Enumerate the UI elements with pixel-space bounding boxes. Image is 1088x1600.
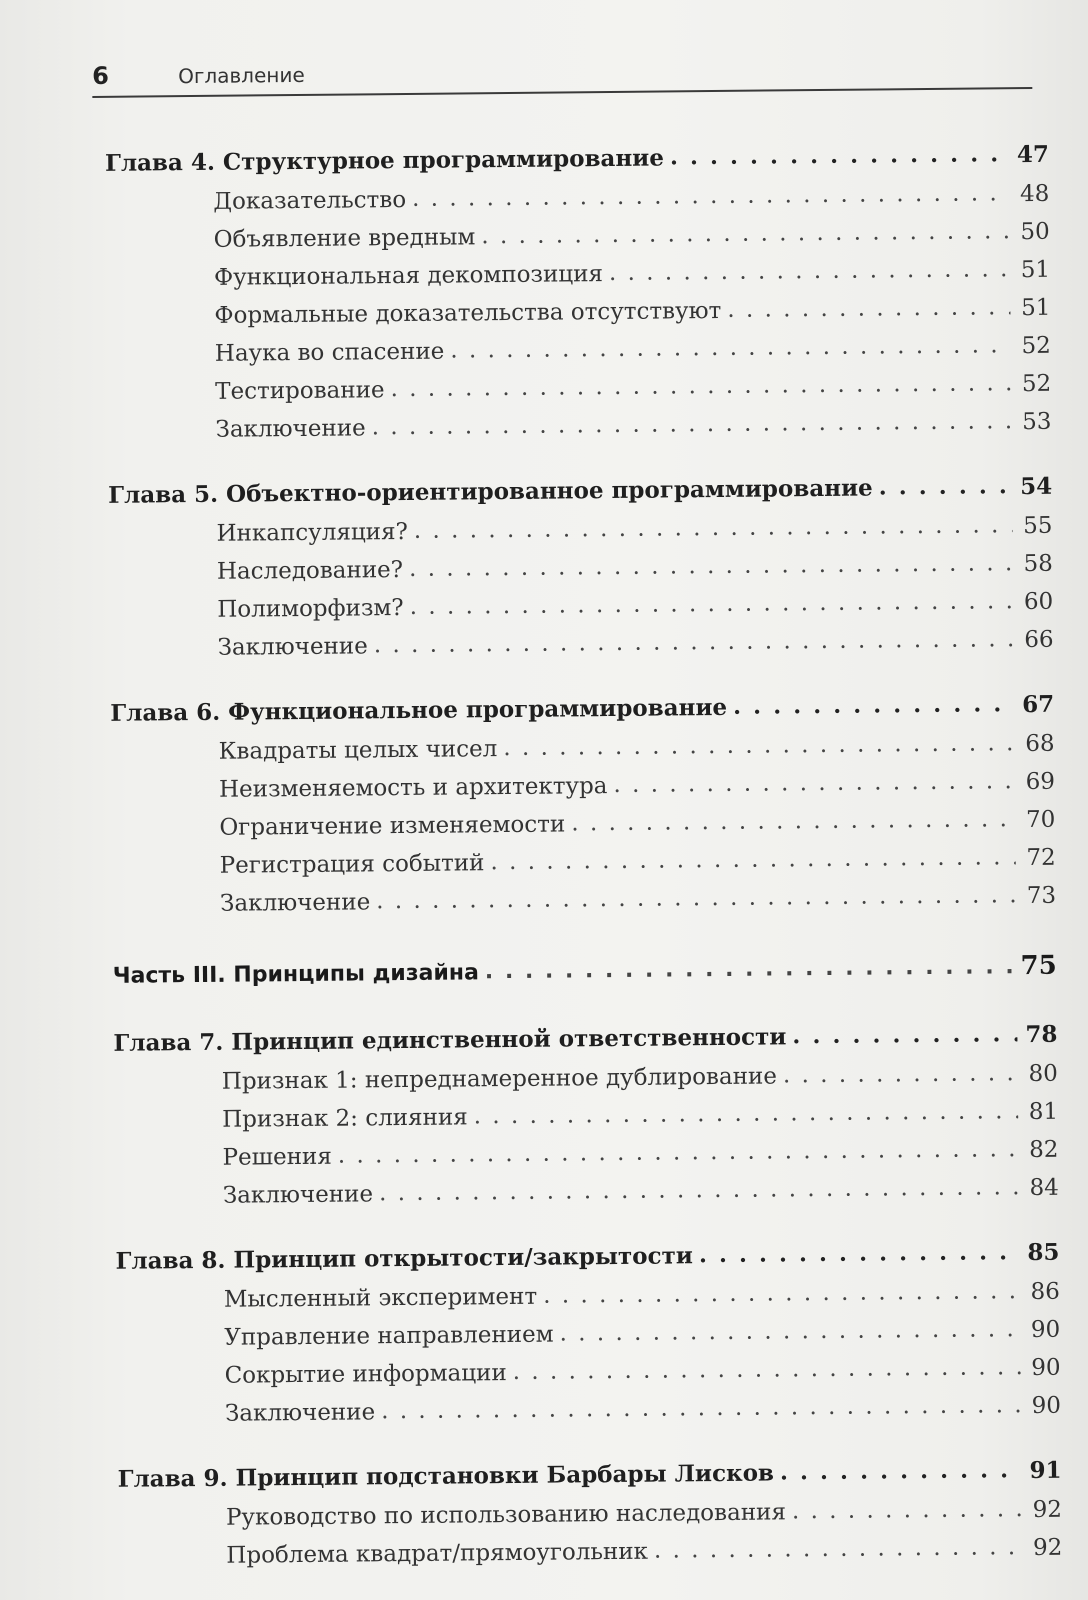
toc-entry-title: Сокрытие информации (224, 1360, 507, 1389)
toc-entry-page: 82 (1029, 1136, 1059, 1164)
dot-leader (381, 1392, 1021, 1424)
toc-entry-title: Проблема квадрат/прямоугольник (226, 1538, 649, 1569)
dot-leader (450, 332, 1011, 363)
dot-leader (699, 1238, 1020, 1268)
toc-entry-page: 90 (1031, 1392, 1062, 1420)
dot-leader (609, 256, 1010, 286)
toc-entry-page: 55 (1023, 512, 1053, 540)
toc-entry-page: 50 (1020, 218, 1050, 246)
dot-leader (390, 370, 1011, 402)
toc-entry-page: 78 (1025, 1020, 1058, 1049)
toc-entry-title: Глава 7. Принцип единственной ответственности (113, 1023, 787, 1057)
toc-entry-page: 69 (1025, 768, 1056, 796)
dot-leader (503, 730, 1015, 761)
dot-leader (376, 882, 1016, 914)
toc-entry-title: Ограничение изменяемости (219, 811, 566, 841)
toc-entry-title: Объявление вредным (213, 224, 476, 253)
toc-entry-page: 67 (1022, 690, 1055, 719)
dot-leader (481, 218, 1010, 249)
toc-entry-page: 80 (1028, 1060, 1058, 1088)
toc-entry-title: Руководство по использованию наследования (225, 1499, 787, 1531)
dot-leader (733, 690, 1014, 720)
page-number: 6 (92, 61, 109, 90)
toc-entry-page: 90 (1031, 1354, 1061, 1382)
dot-leader (338, 1136, 1019, 1169)
dot-leader (613, 768, 1015, 798)
dot-leader (727, 294, 1010, 323)
toc-entry-title: Глава 6. Функциональное программирование (110, 693, 728, 727)
toc-entry-title: Полиморфизм? (217, 595, 404, 623)
dot-leader (414, 512, 1013, 544)
dot-leader (374, 626, 1014, 658)
toc-entry-page: 53 (1022, 408, 1052, 436)
toc-entry-page: 52 (1021, 332, 1051, 360)
toc-entry-title: Доказательство (213, 186, 407, 215)
toc-entry-title: Признак 1: непреднамеренное дублирование (221, 1063, 778, 1095)
toc-entry-page: 51 (1020, 256, 1051, 284)
toc-entry-page: 47 (1016, 140, 1050, 169)
dot-leader (410, 588, 1014, 620)
toc-entry-page: 68 (1025, 730, 1055, 758)
dot-leader (543, 1278, 1020, 1309)
toc-entry-title: Инкапсуляция? (216, 518, 408, 547)
toc-entry-page: 91 (1029, 1456, 1062, 1485)
toc-entry-page: 72 (1026, 844, 1056, 872)
toc-entry-title: Наука во спасение (214, 338, 445, 367)
dot-leader (559, 1316, 1020, 1346)
toc-entry-page: 92 (1032, 1496, 1063, 1524)
page-header (92, 53, 1032, 98)
dot-leader (513, 1354, 1021, 1385)
dot-leader (780, 1456, 1022, 1485)
dot-leader (412, 180, 1009, 212)
toc-entry-page: 84 (1029, 1174, 1059, 1202)
toc-entry-title: Заключение (217, 633, 368, 661)
dot-leader (474, 1098, 1019, 1129)
toc-entry-page: 70 (1025, 806, 1056, 834)
toc-entry-page: 48 (1019, 180, 1050, 208)
toc-entry-title: Глава 5. Объектно-ориентированное программирование (108, 474, 873, 509)
toc-entry-page: 52 (1021, 370, 1052, 398)
dot-leader (485, 954, 1015, 984)
toc-entry-page: 90 (1030, 1316, 1061, 1344)
toc-entry-title: Признак 2: слияния (222, 1104, 468, 1133)
toc-entry-title: Заключение (215, 415, 366, 443)
toc-entry-title: Глава 9. Принцип подстановки Барбары Лисков (117, 1459, 775, 1493)
dot-leader (409, 550, 1013, 582)
toc-entry-title: Тестирование (215, 377, 385, 405)
dot-leader (379, 1174, 1019, 1206)
toc-entry-page: 73 (1026, 882, 1057, 910)
dot-leader (879, 472, 1013, 500)
toc-entry-title: Функциональная декомпозиция (213, 261, 604, 291)
toc-section-entry (118, 1535, 1062, 1582)
toc-entry-page: 54 (1019, 472, 1053, 501)
toc-entry-page: 85 (1027, 1238, 1060, 1267)
toc-entry-title: Глава 8. Принцип открытости/закрытости (115, 1242, 694, 1275)
dot-leader (571, 806, 1015, 836)
toc-entry-title: Часть III. Принципы дизайна (112, 960, 479, 989)
table-of-contents (105, 141, 1063, 1582)
dot-leader (372, 408, 1012, 440)
toc-entry-title: Глава 4. Структурное программирование (104, 144, 665, 177)
toc-entry-page: 51 (1021, 294, 1051, 322)
dot-leader (792, 1020, 1017, 1049)
dot-leader (490, 844, 1016, 875)
toc-entry-page: 58 (1023, 550, 1054, 578)
toc-entry-page: 86 (1030, 1278, 1060, 1306)
toc-entry-title: Мысленный эксперимент (223, 1283, 538, 1313)
toc-entry-title: Заключение (224, 1399, 376, 1427)
toc-entry-title: Квадраты целых чисел (218, 736, 498, 765)
dot-leader (670, 140, 1009, 170)
dot-leader (654, 1534, 1023, 1564)
toc-entry-title: Заключение (219, 889, 371, 917)
toc-entry-title: Заключение (222, 1181, 374, 1209)
toc-entry-title: Наследование? (216, 557, 404, 585)
dot-leader (783, 1060, 1018, 1088)
toc-entry-title: Решения (222, 1143, 332, 1171)
toc-entry-title: Управление направлением (224, 1321, 554, 1351)
toc-entry-page: 60 (1023, 588, 1054, 616)
toc-entry-page: 66 (1024, 626, 1054, 654)
toc-entry-title: Неизменяемость и архитектура (218, 773, 608, 803)
toc-entry-title: Формальные доказательства отсутствуют (214, 297, 722, 329)
toc-entry-page: 75 (1020, 950, 1057, 982)
toc-entry-page: 92 (1032, 1534, 1063, 1562)
toc-entry-page: 81 (1028, 1098, 1059, 1126)
dot-leader (792, 1496, 1022, 1524)
running-title: Оглавление (178, 62, 305, 89)
toc-entry-title: Регистрация событий (219, 850, 485, 879)
